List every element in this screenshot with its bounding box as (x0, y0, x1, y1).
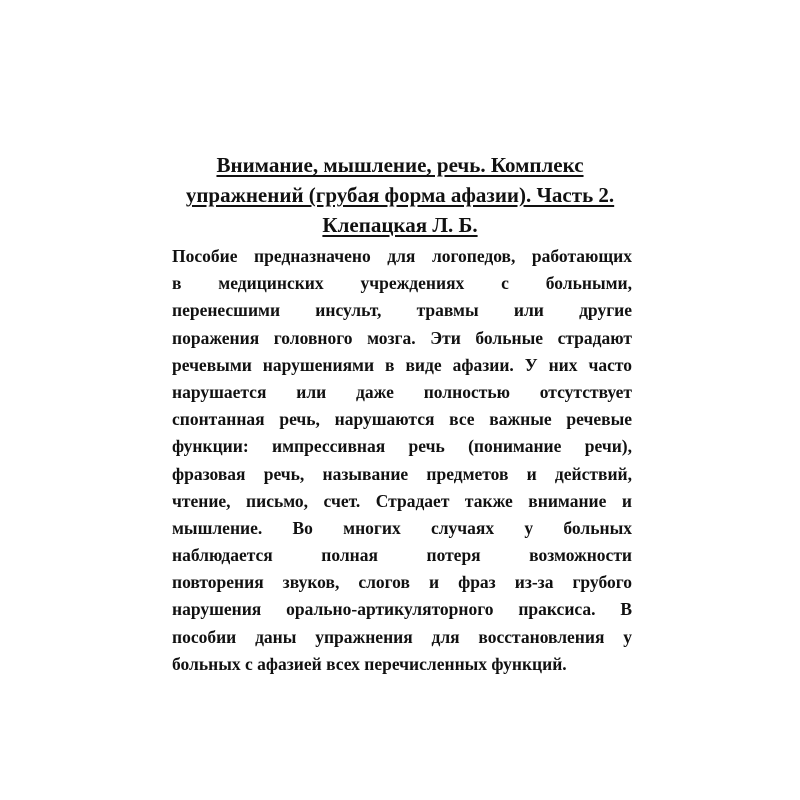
body-line: наблюдается полная потеря возможности (172, 545, 632, 566)
body-line: перенесшими инсульт, травмы или другие (172, 300, 632, 321)
body-line: функции: импрессивная речь (понимание речи), (172, 436, 632, 457)
title-line: упражнений (грубая форма афазии). Часть 2. (185, 183, 615, 207)
body-line: в медицинских учреждениях с больными, (172, 273, 632, 294)
body-line: нарушения орально-артикуляторного праксиса. В (172, 599, 632, 620)
body-line: чтение, письмо, счет. Страдает также внимание и (172, 490, 632, 511)
body-line: повторения звуков, слогов и фраз из-за грубого (172, 572, 632, 593)
body-line: спонтанная речь, нарушаются все важные речевые (172, 409, 632, 430)
document-body (172, 243, 632, 678)
document-title (150, 150, 650, 240)
body-line: поражения головного мозга. Эти больные страдают (172, 327, 632, 348)
body-line: пособии даны упражнения для восстановления у (172, 626, 632, 647)
body-line: Пособие предназначено для логопедов, работающих (172, 246, 632, 266)
body-line: нарушается или даже полностью отсутствует (172, 381, 632, 402)
body-line: больных с афазией всех перечисленных функций. (172, 653, 567, 674)
author-line: Клепацкая Л. Б. (322, 213, 478, 237)
body-line: мышление. Во многих случаях у больных (172, 517, 632, 538)
body-line: фразовая речь, называние предметов и действий, (172, 463, 632, 484)
title-line: Внимание, мышление, речь. Комплекс (216, 153, 584, 177)
body-line: речевыми нарушениями в виде афазии. У них часто (172, 354, 632, 375)
